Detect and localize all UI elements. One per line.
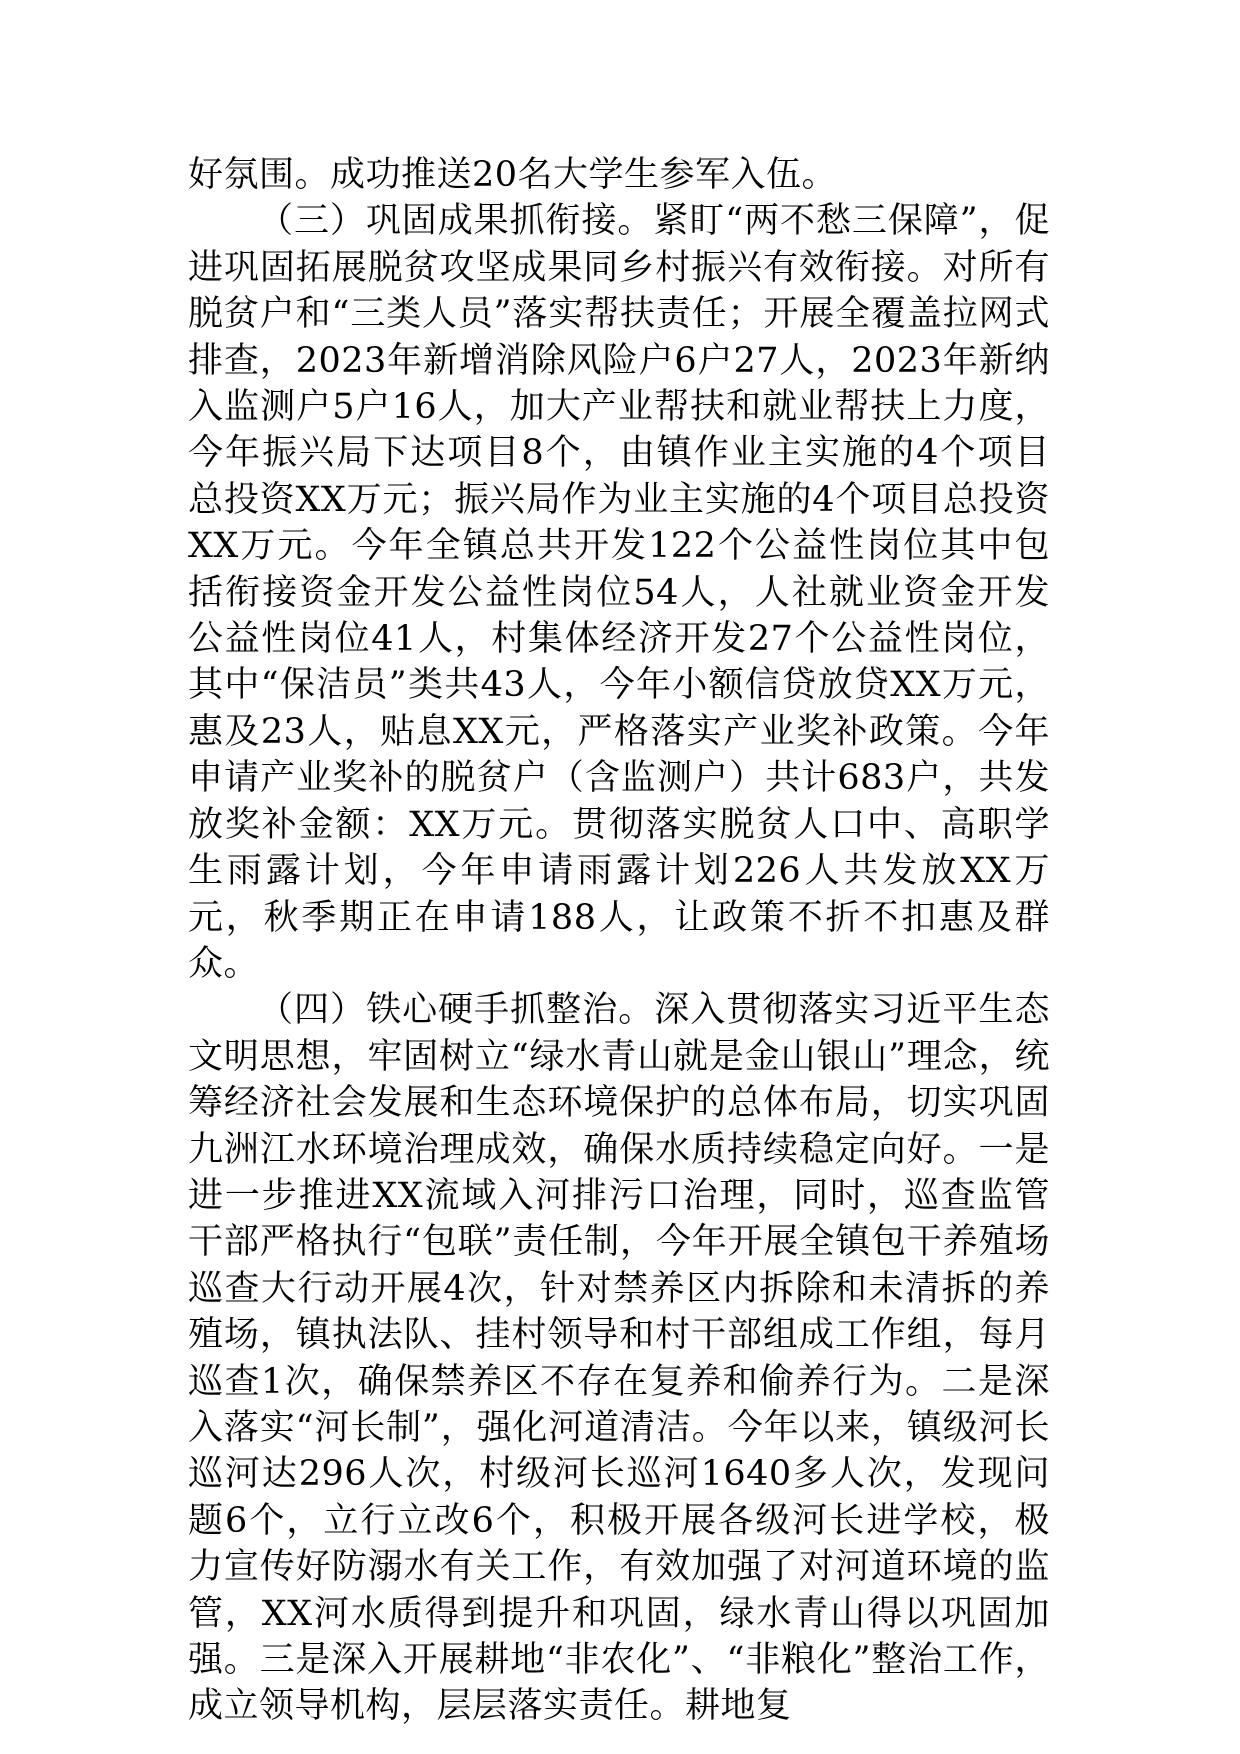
paragraph-continuation: 好氛围。成功推送20名大学生参军入伍。 (188, 155, 838, 195)
document-body (188, 152, 1050, 1730)
paragraph-section-four: （四）铁心硬手抓整治。深入贯彻落实习近平生态文明思想，牢固树立“绿水青山就是金山银山”理念，统筹经济社会发展和生态环境保护的总体布局，切实巩固九洲江水环境治理成效，确保水质持续稳定向好。一是进一步推进XX流域入河排污口治理，同时，巡查监管干部严格执行“包联”责任制，今年开展全镇包干养殖场巡查大行动开展4次，针对禁养区内拆除和未清拆的养殖场，镇执法队、挂村领导和村干部组成工作组，每月巡查1次，确保禁养区不存在复养和偷养行为。二是深入落实“河长制”，强化河道清洁。今年以来，镇级河长巡河达296人次，村级河长巡河1640多人次，发现问题6个，立行立改6个，积极开展各级河长进学校，极力宣传好防溺水有关工作，有效加强了对河道环境的监管，XX河水质得到提升和巩固，绿水青山得以巩固加强。三是深入开展耕地“非农化”、“非粮化”整治工作，成立领导机构，层层落实责任。耕地复 (188, 990, 1050, 1727)
paragraph-section-three: （三）巩固成果抓衔接。紧盯“两不愁三保障”，促进巩固拓展脱贫攻坚成果同乡村振兴有效衔接。对所有脱贫户和“三类人员”落实帮扶责任；开展全覆盖拉网式排查，2023年新增消除风险户6户27人，2023年新纳入监测户5户16人，加大产业帮扶和就业帮扶上力度，今年振兴局下达项目8个，由镇作业主实施的4个项目总投资XX万元；振兴局作为业主实施的4个项目总投资XX万元。今年全镇总共开发122个公益性岗位其中包括衔接资金开发公益性岗位54人，人社就业资金开发公益性岗位41人，村集体经济开发27个公益性岗位，其中“保洁员”类共43人，今年小额信贷放贷XX万元，惠及23人，贴息XX元，严格落实产业奖补政策。今年申请产业奖补的脱贫户（含监测户）共计683户，共发放奖补金额：XX万元。贯彻落实脱贫人口中、高职学生雨露计划，今年申请雨露计划226人共发放XX万元，秋季期正在申请188人，让政策不折不扣惠及群众。 (188, 201, 1050, 984)
